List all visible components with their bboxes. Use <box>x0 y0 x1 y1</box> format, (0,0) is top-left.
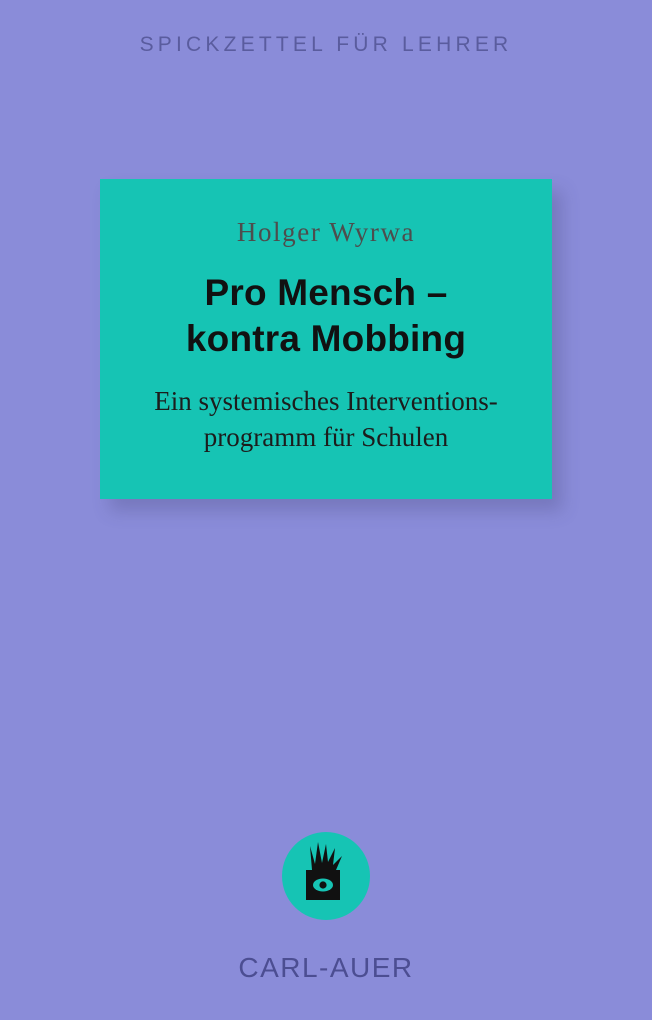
title-line-2: kontra Mobbing <box>185 318 467 360</box>
subtitle <box>100 383 552 456</box>
subtitle-line-2: programm für Schulen <box>203 421 449 452</box>
eye-book-logo-icon <box>282 832 370 920</box>
series-label: SPICKZETTEL FÜR LEHRER <box>139 33 513 56</box>
publisher-name: CARL-AUER <box>238 952 414 983</box>
page-title <box>100 270 552 363</box>
author-name: Holger Wyrwa <box>236 217 416 247</box>
title-panel <box>100 179 552 499</box>
title-line-1: Pro Mensch – <box>204 272 448 313</box>
subtitle-line-1: Ein systemisches Interventions- <box>154 385 498 416</box>
publisher-logo <box>0 832 652 925</box>
